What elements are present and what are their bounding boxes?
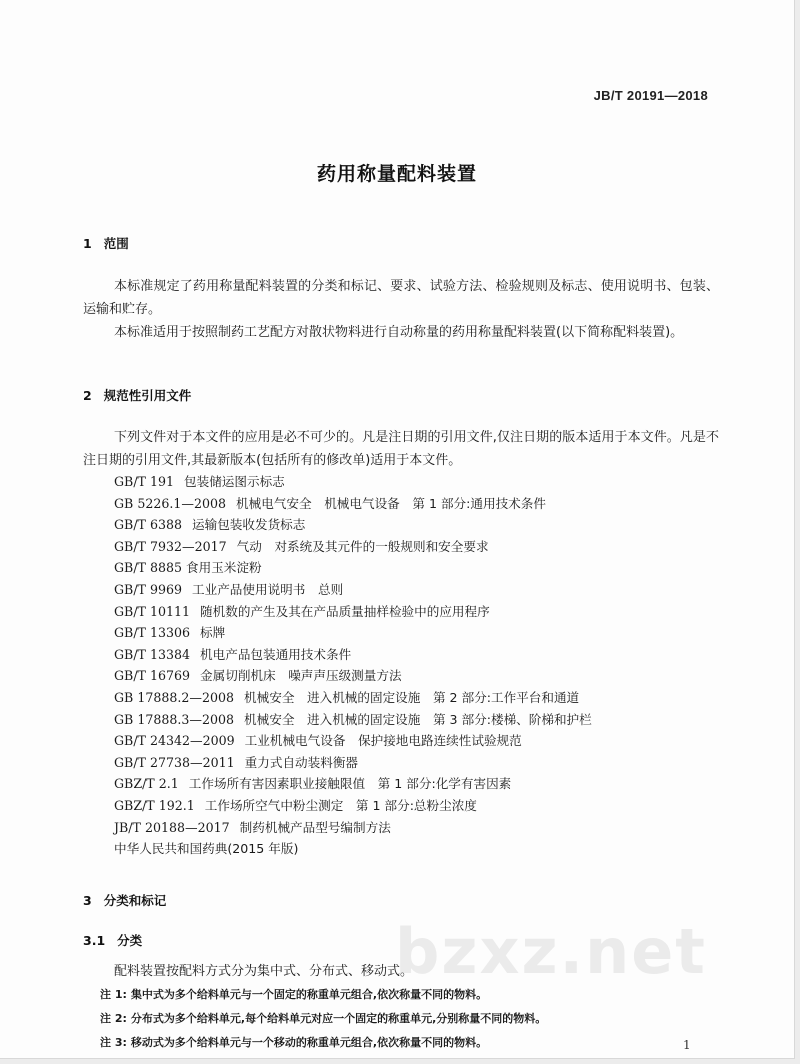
subsection-title: 分类: [117, 933, 143, 948]
reference-item: JB/T 20188—2017 制药机械产品型号编制方法: [114, 819, 391, 835]
section-title: 分类和标记: [103, 893, 167, 908]
reference-item: GBZ/T 192.1 工作场所空气中粉尘测定 第 1 部分:总粉尘浓度: [114, 797, 477, 813]
note-item: 注 3: 移动式为多个给料单元与一个移动的称重单元组合,依次称量不同的物料。: [100, 1036, 488, 1049]
reference-item: GB/T 10111 随机数的产生及其在产品质量抽样检验中的应用程序: [114, 603, 490, 619]
reference-item: GB 5226.1—2008 机械电气安全 机械电气设备 第 1 部分:通用技术条件: [114, 495, 546, 511]
reference-item: GB/T 13306 标牌: [114, 625, 226, 641]
subsection-3-1-heading: [83, 931, 142, 949]
note-item: 注 1: 集中式为多个给料单元与一个固定的称重单元组合,依次称量不同的物料。: [100, 988, 488, 1001]
normative-references-list: [114, 471, 592, 860]
section-number: 1: [83, 236, 92, 251]
reference-item: GB 17888.3—2008 机械安全 进入机械的固定设施 第 3 部分:楼梯、阶梯和护栏: [114, 711, 592, 727]
section-2-intro: 下列文件对于本文件的应用是必不可少的。凡是注日期的引用文件,仅注日期的版本适用于本文件。凡是不注日期的引用文件,其最新版本(包括所有的修改单)适用于本文件。: [83, 430, 719, 468]
reference-item: GB/T 8885 食用玉米淀粉: [114, 560, 262, 576]
section-1-heading: [83, 234, 129, 252]
section-title: 规范性引用文件: [103, 388, 192, 403]
reference-item: GB/T 27738—2011 重力式自动装料衡器: [114, 754, 359, 770]
section-3-heading: [83, 891, 166, 909]
notes-list: [100, 983, 546, 1055]
reference-item: GB/T 13384 机电产品包装通用技术条件: [114, 646, 352, 662]
document-title: 药用称量配料装置: [316, 163, 477, 185]
section-number: 2: [83, 388, 92, 403]
reference-item: GB/T 6388 运输包装收发货标志: [114, 517, 306, 533]
section-2-heading: [83, 386, 191, 404]
section-title: 范围: [103, 236, 129, 251]
standard-number: JB/T 20191—2018: [593, 88, 708, 103]
section-1-paragraph-2: 本标准适用于按照制药工艺配方对散状物料进行自动称量的药用称量配料装置(以下简称配料装置)。: [114, 325, 684, 340]
watermark: bzxz.net: [395, 915, 707, 988]
reference-item: GB/T 7932—2017 气动 对系统及其元件的一般规则和安全要求: [114, 538, 489, 554]
reference-item: GB/T 191 包装储运图示标志: [114, 474, 285, 489]
subsection-3-1-paragraph: 配料装置按配料方式分为集中式、分布式、移动式。: [114, 964, 414, 979]
reference-item: 中华人民共和国药典(2015 年版): [114, 841, 299, 857]
reference-item: GB/T 24342—2009 工业机械电气设备 保护接地电路连续性试验规范: [114, 733, 522, 749]
reference-item: GB 17888.2—2008 机械安全 进入机械的固定设施 第 2 部分:工作平台和通道: [114, 689, 580, 705]
section-number: 3: [83, 893, 92, 908]
page-number: 1: [683, 1038, 691, 1052]
subsection-number: 3.1: [83, 933, 106, 948]
reference-item: GB/T 9969 工业产品使用说明书 总则: [114, 581, 344, 597]
note-item: 注 2: 分布式为多个给料单元,每个给料单元对应一个固定的称重单元,分别称量不同的物料。: [100, 1012, 547, 1025]
reference-item: GBZ/T 2.1 工作场所有害因素职业接触限值 第 1 部分:化学有害因素: [114, 776, 512, 792]
section-1-paragraph-1: 本标准规定了药用称量配料装置的分类和标记、要求、试验方法、检验规则及标志、使用说明书、包装、运输和贮存。: [83, 279, 719, 317]
reference-item: GB/T 16769 金属切削机床 噪声声压级测量方法: [114, 668, 402, 684]
